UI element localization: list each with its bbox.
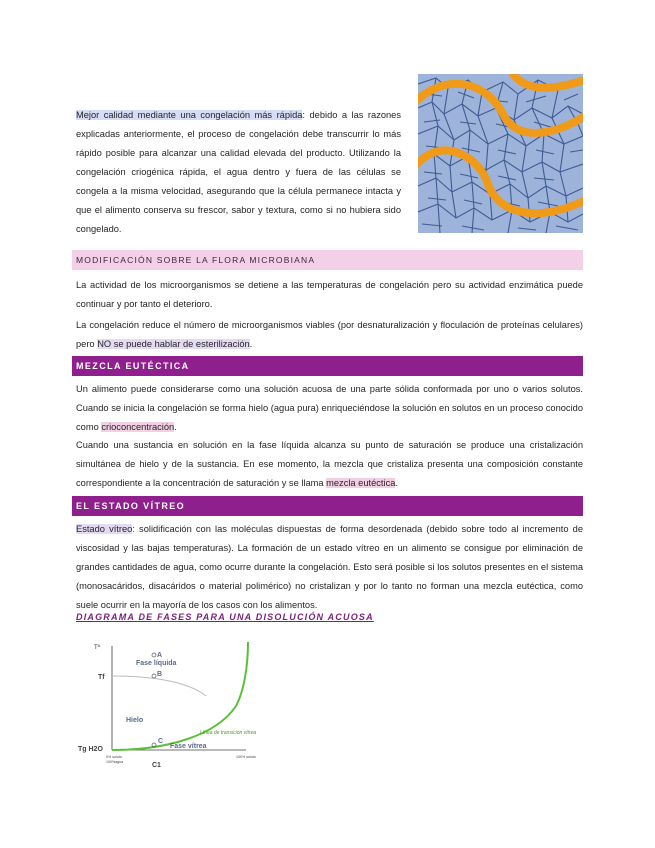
mezcla-p1-before: Un alimento puede considerarse como una solución acuosa de una parte sólida conformada por uno o varios solutos. Cuando se inicia la congelación se forma hielo (agua pura) enriqueciéndose la solución en solutos en un proceso conocido como [76,384,583,432]
x-axis-label: C1 [152,762,161,769]
mezcla-p1-highlight: crioconcentración [101,422,175,432]
phase-diagram [76,636,276,776]
region-vitreous-label: Fase vítrea [170,743,207,750]
region-liquid-label: Fase líquida [136,660,177,667]
vitreo-highlight: Estado vítreo [76,524,133,534]
mezcla-p2-after: . [395,478,398,488]
curve-label: Línea de transición vítrea [200,730,257,736]
mezcla-p2-before: Cuando una sustancia en solución en la fase líquida alcanza su punto de saturación se produce una cristalización simultánea de hielo y de la sustancia. En ese momento, la mezcla que cristaliza presenta una composición constante correspondiente a la concentración de saturación y se llama [76,440,583,488]
flora-p2-after: . [249,339,253,349]
flora-p2-highlight: NO se puede hablar de esterilización [97,339,250,349]
mezcla-paragraph-2 [76,436,583,493]
mezcla-p2-highlight: mezcla eutéctica [326,478,396,488]
intro-highlight: Mejor calidad mediante una congelación más rápida [76,110,303,120]
vitreo-text: : solidificación con las moléculas dispuestas de forma desordenada (debido sobre todo al incremento de viscosidad y las bajas temperaturas). La formación de un estado vítreo en un alimento se consigue por eliminación de grandes cantidades de agua, como ocurre durante la congelación. Esto será posible si los solutos presentes en el sistema (monosacáridos, disacáridos o material polimérico) no cristalizan y por lo tanto no forman una mezcla eutéctica, como suele ocurrir en la mayoría de los casos con los alimentos. [76,524,583,610]
ice-crystal-image [418,74,583,233]
flora-paragraph-1: La actividad de los microorganismos se detiene a las temperaturas de congelación pero su actividad enzimática puede continuar y por tanto el deterioro. [76,280,583,309]
section-heading-vitreo [72,496,583,516]
point-b-label: B [157,671,163,678]
point-b-marker [152,674,156,678]
point-a-label: A [157,652,163,659]
x-right-label: 100% soluto [236,755,256,759]
flora-heading-text: MODIFICACIÓN SOBRE LA FLORA MICROBIANA [76,255,316,265]
vitreo-heading-text: EL ESTADO VÍTREO [76,501,186,511]
mezcla-p1-after: . [174,422,177,432]
intro-paragraph [76,106,401,239]
vitreo-paragraph [76,520,583,615]
flora-paragraph-2 [76,316,583,354]
intro-text: : debido a las razones explicadas anteriormente, el proceso de congelación debe transcurrir lo más rápido posible para alcanzar una calidad elevada del producto. Utilizando la congelación criogénica rápida, el agua dentro y fuera de las células se congela a la misma velocidad, asegurando que la célula permanece intacta y que el alimento conserva su frescor, sabor y textura, como si no hubiera sido congelado. [76,110,401,234]
x-left-label-2: 100%agua [106,760,124,764]
diagram-title: DIAGRAMA DE FASES PARA UNA DISOLUCIÓN ACUOSA [76,612,374,622]
x-left-label-1: 0% soluto [106,755,122,759]
tg-label: Tg H2O [78,746,103,753]
section-heading-mezcla [72,356,583,376]
point-a-marker [152,653,156,657]
point-c-label: C [158,738,164,745]
region-ice-label: Hielo [126,717,144,724]
flora-p2-before: La congelación reduce el número de microorganismos viables (por desnaturalización y floculación de proteínas celulares) pero [76,320,583,349]
section-heading-flora [72,250,583,270]
mezcla-paragraph-1 [76,380,583,437]
mezcla-heading-text: MEZCLA EUTÉCTICA [76,361,190,371]
liquidus-curve [112,676,206,696]
y-axis-label: Tª [94,645,100,651]
tf-label: Tf [98,674,105,681]
